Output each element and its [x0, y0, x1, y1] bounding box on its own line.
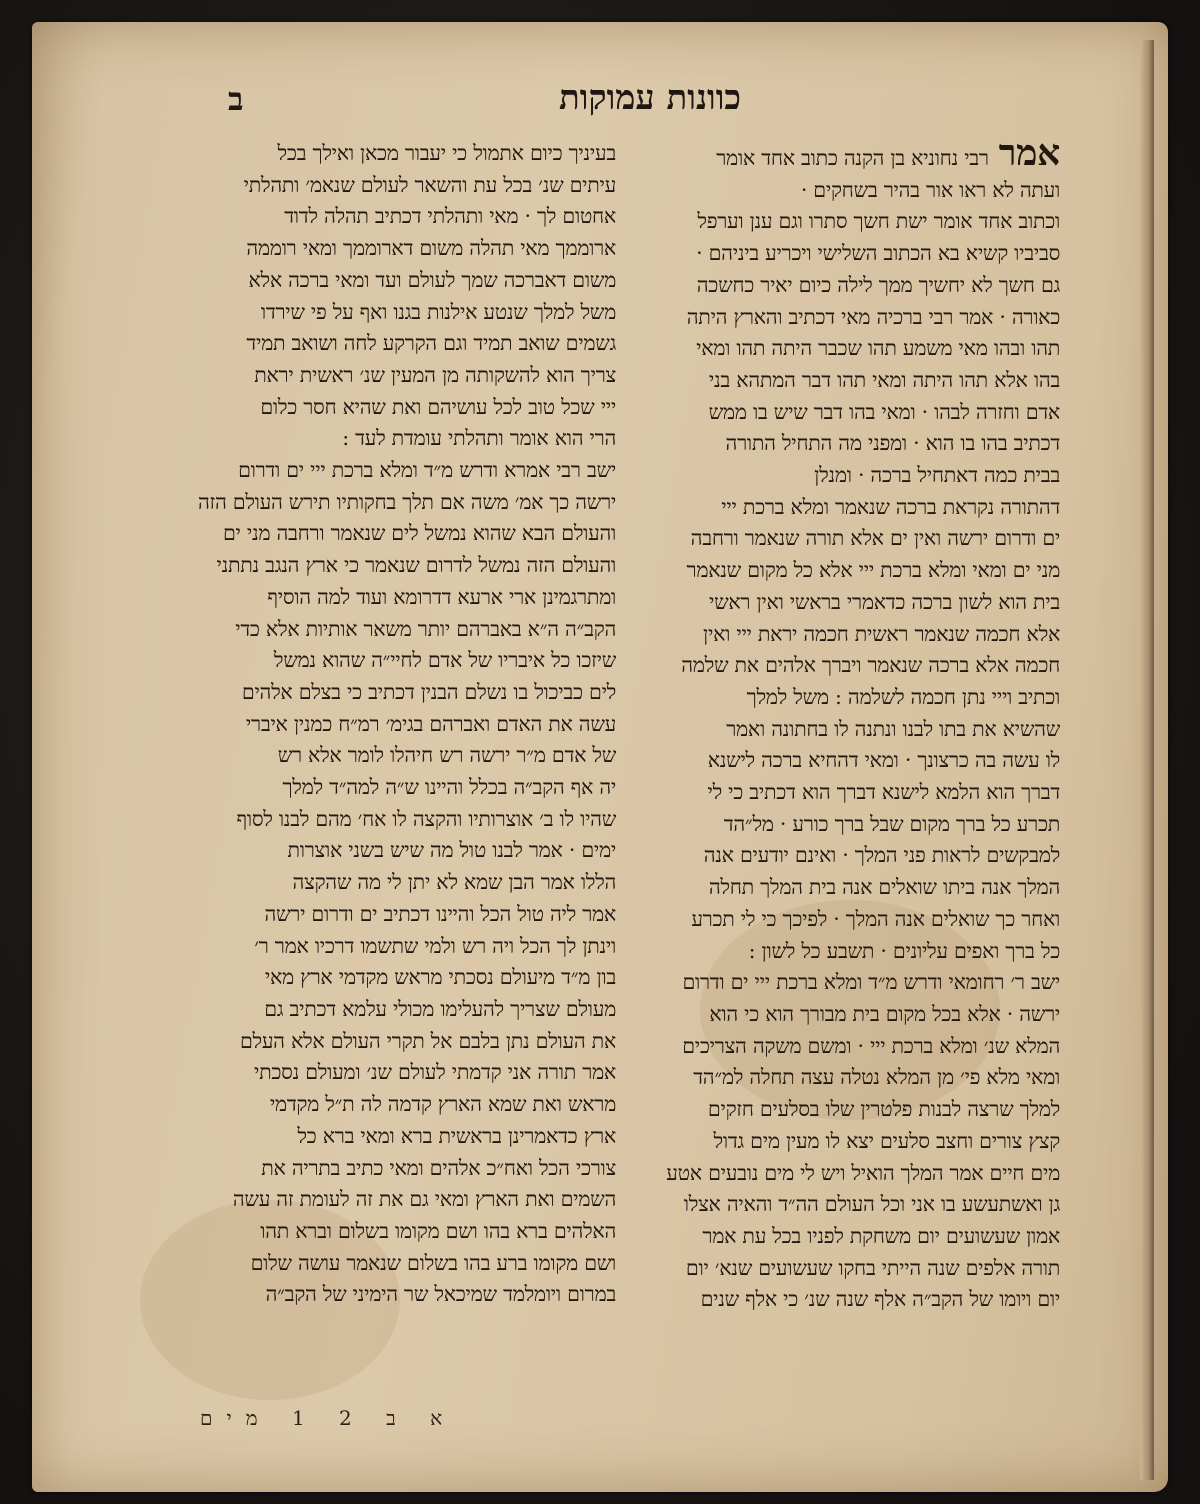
text-line: מעולם שצריך להעלימו מכולי עלמא דכתיב גם	[264, 996, 616, 1021]
text-line: וכתיב וייי נתן חכמה לשלמה : משל למלך	[746, 684, 1060, 709]
text-line: הרי הוא אומר ותהלתי עומדת לעד :	[342, 426, 616, 451]
text-line: מני ים ומאי ומלא ברכת ייי אלא כל מקום שנאמר	[686, 558, 1060, 583]
left-text-column	[178, 138, 616, 1311]
text-line: הללו אמר הבן שמא לא יתן לי מה שהקצה	[292, 870, 616, 895]
signature-marks: א ב 2 1 מים	[200, 1406, 457, 1430]
text-line: לים כביכול בו נשלם הבנין דכתיב כי בצלם אלהים	[241, 679, 616, 704]
text-line: ומאי מלא פי׳ מן המלא נטלה עצה תחלה למ״הד	[693, 1065, 1060, 1090]
text-line: שהשיא את בתו לבנו ונתנה לו בחתונה ואמר	[726, 716, 1060, 741]
text-line: ישב ר׳ רחומאי ודרש מ״ד ומלא ברכת ייי ים ודרום	[682, 970, 1060, 995]
text-line: ועתה לא ראו אור בהיר בשחקים ·	[800, 177, 1060, 202]
text-line: ייי שכל טוב לכל עושיהם ואת שהיא חסר כלום	[260, 394, 616, 419]
text-line: אמררבי נחוניא בן הקנה כתוב אחד אומר	[622, 138, 1060, 175]
text-line: צורכי הכל ואח״כ אלהים ומאי כתיב בתריה את	[261, 1155, 616, 1180]
text-line: למבקשים לראות פני המלך · ואינם יודעים אנה	[703, 843, 1060, 868]
text-line: יום ויומו של הקב״ה אלף שנה שנ׳ כי אלף שנים	[700, 1287, 1060, 1312]
text-line: ים ודרום ירשה ואין ים אלא תורה שנאמר ורחבה	[690, 526, 1060, 551]
text-line: והעולם הבא שהוא נמשל לים שנאמר ורחבה מני ים	[222, 521, 616, 546]
text-line: ארץ כדאמרינן בראשית ברא ומאי ברא כל	[297, 1123, 616, 1148]
text-line: בון מ״ד מיעולם נסכתי מראש מקדמי ארץ מאי	[264, 965, 616, 990]
text-line: אמון שעשועים יום משחקת לפניו בכל עת אמר	[702, 1223, 1060, 1248]
text-line: תורה אלפים שנה הייתי בחקו שעשועים שנא׳ יום	[685, 1255, 1060, 1280]
text-line: עשה את האדם ואברהם בגימ׳ רמ״ח כמנין איברי	[245, 711, 616, 736]
text-line: למלך שרצה לבנות פלטרין שלו בסלעים חזקים	[707, 1097, 1060, 1122]
text-line: בית הוא לשון ברכה כדאמרי בראשי ואין ראשי	[708, 589, 1060, 614]
text-line: ומתרגמינן ארי ארעא דדרומא ועוד למה הוסיף	[267, 584, 616, 609]
text-line: כאורה · אמר רבי ברכיה מאי דכתיב והארץ היתה	[686, 304, 1060, 329]
text-line: את העולם נתן בלבם אל תקרי העולם אלא העלם	[239, 1028, 616, 1053]
text-line: יה אף הקב״ה בכלל והיינו ש״ה למה״ד למלך	[282, 775, 616, 800]
text-line: שהיו לו ב׳ אוצרותיו והקצה לו אח׳ מהם לבנו לסוף	[236, 806, 616, 831]
text-line: בעיניך כיום אתמול כי יעבור מכאן ואילך בכל	[277, 141, 616, 165]
text-line: אדם וחזרה לבהו · ומאי בהו דבר שיש בו ממש	[708, 399, 1060, 424]
text-line: תהו ובהו מאי משמע תהו שכבר היתה תהו ומאי	[696, 336, 1060, 361]
text-line: בהו אלא תהו היתה ומאי תהו דבר המתהא בני	[708, 367, 1060, 392]
text-line: בבית כמה דאתחיל ברכה · ומנלן	[814, 463, 1060, 488]
text-line: ירשה כך אמ׳ משה אם תלך בחקותיו תירש העולם הזה	[198, 489, 616, 514]
right-text-column	[622, 138, 1060, 1316]
text-line: ירשה · אלא בכל מקום בית מבורך הוא כי הוא	[709, 1001, 1060, 1026]
text-line: והעולם הזה נמשל לדרום שנאמר כי ארץ הנגב נתתני	[216, 553, 616, 578]
text-line: ימים · אמר לבנו טול מה שיש בשני אוצרות	[287, 838, 616, 863]
running-title: כוונות עמוקות	[558, 78, 742, 118]
folio-letter: ב	[228, 80, 244, 118]
text-line: המלך אנה ביתו שואלים אנה בית המלך תחלה	[708, 875, 1060, 900]
text-line: המלא שנ׳ ומלא ברכת ייי · ומשם משקה הצריכים	[682, 1033, 1060, 1058]
text-line: תכרע כל ברך מקום שבל ברך כורע · מל״הד	[723, 811, 1060, 836]
text-line: קצץ צורים וחצב סלעים יצא לו מעין מים גדול	[713, 1128, 1060, 1153]
text-line: מים חיים אמר המלך הואיל ויש לי מים נובעים אטע	[666, 1160, 1060, 1185]
text-line: של אדם מ״ר ירשה רש חיהלו לומר אלא רש	[277, 743, 616, 768]
text-line: האלהים ברא בהו ושם מקומו בשלום וברא תהו	[260, 1218, 616, 1243]
text-line: משל למלך שנטע אילנות בגנו ואף על פי שירדו	[260, 299, 616, 324]
text-line: כל ברך ואפים עליונים · תשבע כל לשון :	[748, 938, 1060, 963]
text-line: שיזכו כל איבריו של אדם לחיי״ה שהוא נמשל	[273, 648, 616, 673]
text-line: עיתים שנ׳ בכל עת והשאר לעולם שנאמ׳ ותהלתי	[243, 172, 616, 197]
text-line: אמר ליה טול הכל והיינו דכתיב ים ודרום ירשה	[264, 901, 616, 926]
text-line: הקב״ה ה״א באברהם יותר משאר אותיות אלא כדי	[235, 616, 616, 641]
text-line: משום דאברכה שמך לעולם ועד ומאי ברכה אלא	[248, 267, 616, 292]
text-line: ושם מקומו ברע בהו בשלום שנאמר עושה שלום	[250, 1250, 616, 1275]
text-line: לו עשה בה כרצונך · ומאי דהחיא ברכה לישנא	[707, 748, 1060, 773]
text-line: אלא חכמה שנאמר ראשית חכמה יראת ייי ואין	[703, 621, 1060, 646]
text-line: דהתורה נקראת ברכה שנאמר ומלא ברכת ייי	[721, 494, 1060, 519]
text-line: ארוממך מאי תהלה משום דארוממך ומאי רוממה	[246, 236, 616, 261]
text-line: אחטום לך · מאי ותהלתי דכתיב תהלה לדוד	[284, 204, 616, 229]
text-line: השמים ואת הארץ ומאי גם את זה לעומת זה עשה	[232, 1187, 616, 1212]
text-line: מראש ואת שמא הארץ קדמה לה ת״ל מקדמי	[269, 1092, 616, 1117]
text-line: צריך הוא להשקותה מן המעין שנ׳ ראשית יראת	[254, 362, 616, 387]
text-line: גשמים שואב תמיד וגם הקרקע לחה ושואב תמיד	[246, 331, 616, 356]
text-line: גם חשך לא יחשיך ממך לילה כיום יאיר כחשכה	[696, 272, 1060, 297]
text-line: דכתיב בהו בו הוא · ומפני מה התחיל התורה	[725, 431, 1060, 456]
text-line: וינתן לך הכל ויה רש ולמי שתשמו דרכיו אמר ר׳	[254, 933, 616, 958]
text-line: דברך הוא הלמא לישנא דברך הוא דכתיב כי לי	[707, 780, 1060, 805]
text-line: ואחר כך שואלים אנה המלך · לפיכך כי לי תכרע	[691, 906, 1060, 931]
text-line: אמר תורה אני קדמתי לעולם שנ׳ ומעולם נסכתי	[254, 1060, 616, 1085]
text-line: חכמה אלא ברכה שנאמר ויברך אלהים את שלמה	[681, 653, 1060, 678]
text-line: גן ואשתעשע בו אני וכל העולם הה״ד והאיה אצלו	[683, 1192, 1060, 1217]
text-line: וכתוב אחד אומר ישת חשך סתרו וגם ענן וערפל	[697, 209, 1060, 234]
book-gutter	[1140, 40, 1154, 1480]
text-line: במרום ויומלמד שמיכאל שר הימיני של הקב״ה	[265, 1282, 616, 1307]
opening-word: אמר	[998, 138, 1060, 174]
text-line: ישב רבי אמרא ודרש מ״ד ומלא ברכת ייי ים ודרום	[238, 458, 616, 483]
text-line: סביביו קשיא בא הכתוב השלישי ויכריע ביניהם ·	[696, 241, 1060, 266]
page-header	[200, 78, 1100, 138]
